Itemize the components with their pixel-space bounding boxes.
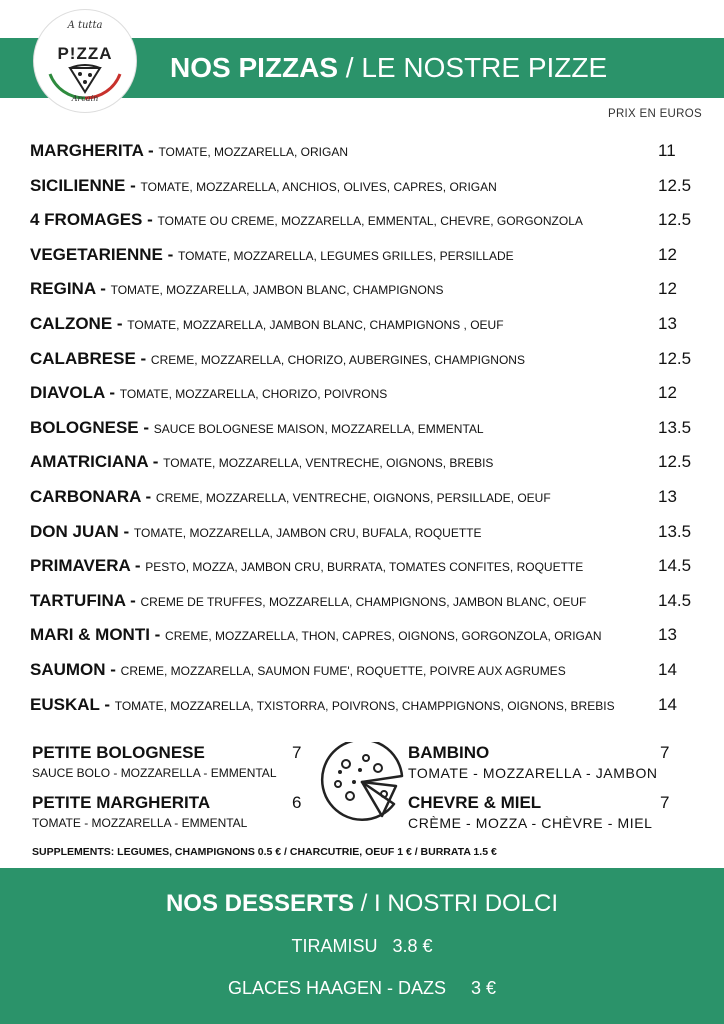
small-pizza-price: 6 [292,793,302,812]
pizza-ingredients: PESTO, MOZZA, JAMBON CRU, BURRATA, TOMATES CONFITES, ROQUETTE [145,560,584,575]
pizza-item [30,692,698,727]
pizza-name: TARTUFINA [30,590,126,610]
small-pizza-item [32,792,307,832]
pizza-price: 14.5 [658,590,692,610]
pizza-name: DON JUAN [30,521,119,541]
dessert-name: GLACES HAAGEN - DAZS [227,978,446,998]
small-pizza-price: 7 [660,793,670,812]
pizza-ingredients: TOMATE, MOZZARELLA, TXISTORRA, POIVRONS, CHAMPPIGNONS, OIGNONS, BREBIS [114,698,615,713]
pizza-ingredients: TOMATE, MOZZARELLA, ORIGAN [158,145,349,159]
title-italian: LE NOSTRE PIZZE [361,52,608,83]
pizza-price: 13.5 [658,417,692,437]
small-pizza-ingredients: TOMATE - MOZZARELLA - JAMBON [408,765,658,781]
small-pizza-name: BAMBINO [408,743,490,762]
pizza-separator: - [104,383,120,403]
small-pizza-ingredients: SAUCE BOLO - MOZZARELLA - EMMENTAL [32,766,277,780]
pizza-item [30,138,698,173]
pizza-ingredients: TOMATE, MOZZARELLA, JAMBON CRU, BUFALA, ROQUETTE [133,525,482,540]
pizza-ingredients: CREME, MOZZARELLA, SAUMON FUME', ROQUETTE, POIVRE AUX AGRUMES [120,663,566,678]
pizza-price: 12.5 [658,210,692,230]
small-pizza-price: 7 [660,743,670,762]
pizza-ingredients: TOMATE, MOZZARELLA, CHORIZO, POIVRONS [119,387,388,402]
pizza-price: 11 [658,141,676,160]
pizza-separator: - [99,694,115,714]
pizza-icon [316,742,408,822]
pizza-name: CARBONARA [30,486,141,506]
desserts-title-french: NOS DESSERTS [165,890,354,917]
pizza-ingredients: CREME DE TRUFFES, MOZZARELLA, CHAMPIGNONS, JAMBON BLANC, OEUF [140,594,587,609]
small-pizza-name: CHEVRE & MIEL [408,793,542,812]
pizza-item [30,380,698,415]
pizza-name: 4 FROMAGES [30,210,143,230]
dessert-price: 3 € [471,978,497,998]
dessert-item [0,936,724,957]
pizza-name: MARI & MONTI [30,625,150,645]
title-french: NOS PIZZAS [170,52,339,83]
pizza-price: 13.5 [658,521,692,541]
pizza-name: EUSKAL [30,694,100,714]
pizza-price: 12 [658,244,677,264]
page-title [170,48,607,88]
pizza-name: DIAVOLA [30,383,105,403]
pizza-price: 14 [658,694,677,714]
pizza-name: CALZONE [30,313,113,333]
pizza-name: PRIMAVERA [30,556,131,576]
pizza-item [30,484,698,519]
pizza-separator: - [142,210,158,230]
pizza-name: VEGETARIENNE [30,244,163,264]
pizza-name: MARGHERITA [30,141,144,160]
pizza-ingredients: CREME, MOZZARELLA, THON, CAPRES, OIGNONS, GORGONZOLA, ORIGAN [165,629,602,644]
pizza-item [30,276,698,311]
pizza-price: 12 [658,279,677,299]
small-pizza-item [408,742,683,782]
desserts-divider: / [354,890,375,917]
pizza-item [30,242,698,277]
pizza-ingredients: CREME, MOZZARELLA, VENTRECHE, OIGNONS, PERSILLADE, OEUF [155,490,551,505]
small-pizza-name: PETITE BOLOGNESE [32,743,205,762]
pizza-price: 13 [658,486,677,506]
desserts-title-italian: I NOSTRI DOLCI [374,890,559,917]
pizza-ingredients: TOMATE, MOZZARELLA, LEGUMES GRILLES, PERSILLADE [177,248,514,263]
pizza-list [30,138,698,726]
pizza-price: 13 [658,313,677,333]
pizza-separator: - [149,625,166,645]
pizza-name: SAUMON [30,659,106,679]
desserts-title [0,890,724,918]
small-pizzas-section [32,742,682,842]
dessert-item [0,978,724,999]
small-pizza-price: 7 [292,743,302,762]
pizza-ingredients: TOMATE, MOZZARELLA, JAMBON BLANC, CHAMPIGNONS , OEUF [127,317,504,332]
pizza-name: REGINA [30,279,96,299]
pizza-item [30,588,698,623]
supplements-note: SUPPLEMENTS: LEGUMES, CHAMPIGNONS 0.5 € / CHARCUTRIE, OEUF 1 € / BURRATA 1.5 € [32,846,497,858]
pizza-separator: - [95,279,111,299]
pizza-separator: - [140,486,156,506]
pizza-separator: - [105,659,121,679]
pizza-ingredients: TOMATE, MOZZARELLA, ANCHIOS, OLIVES, CAPRES, ORIGAN [140,179,497,194]
pizza-item [30,449,698,484]
small-pizza-item [408,792,683,832]
pizza-separator: - [118,521,134,541]
pizza-separator: - [143,141,159,160]
pizza-separator: - [125,175,141,195]
dessert-price: 3.8 € [392,936,433,956]
pizza-ingredients: SAUCE BOLOGNESE MAISON, MOZZARELLA, EMMENTAL [153,421,484,436]
pizza-item [30,553,698,588]
logo-tagline-top: A tutta [67,20,103,31]
title-divider: / [338,52,362,83]
small-pizza-name: PETITE MARGHERITA [32,793,211,812]
dessert-name: TIRAMISU [291,936,378,956]
small-pizza-ingredients: CRÈME - MOZZA - CHÈVRE - MIEL [408,815,653,831]
pizza-name: BOLOGNESE [30,417,139,437]
logo-tagline-bottom: Arcain [71,94,99,103]
small-pizza-item [32,742,307,782]
price-currency-note: PRIX EN EUROS [607,108,702,120]
pizza-name: SICILIENNE [30,175,126,195]
desserts-section [0,868,724,1024]
pizza-price: 12 [658,383,677,403]
pizza-price: 12.5 [658,348,692,368]
pizza-item [30,415,698,450]
pizza-ingredients: CREME, MOZZARELLA, CHORIZO, AUBERGINES, CHAMPIGNONS [150,352,525,367]
pizza-ingredients: TOMATE, MOZZARELLA, JAMBON BLANC, CHAMPIGNONS [110,283,444,298]
pizza-item [30,657,698,692]
pizza-item [30,346,698,381]
pizza-name: CALABRESE [30,348,136,368]
pizza-name: AMATRICIANA [30,452,149,472]
pizza-separator: - [148,452,164,472]
restaurant-logo [34,10,136,112]
pizza-separator: - [135,348,151,368]
pizza-separator: - [138,417,154,437]
logo-wordmark: P!ZZA [57,44,113,63]
pizza-separator: - [162,244,178,264]
pizza-item [30,311,698,346]
pizza-price: 13 [658,625,677,645]
pizza-price: 12.5 [658,452,692,472]
pizza-ingredients: TOMATE, MOZZARELLA, VENTRECHE, OIGNONS, BREBIS [163,456,494,471]
pizza-ingredients: TOMATE OU CREME, MOZZARELLA, EMMENTAL, CHEVRE, GORGONZOLA [157,214,583,229]
small-pizza-ingredients: TOMATE - MOZZARELLA - EMMENTAL [32,816,248,830]
pizza-item [30,622,698,657]
pizza-separator: - [130,556,146,576]
pizza-separator: - [125,590,141,610]
pizza-price: 14 [658,659,677,679]
pizza-separator: - [112,313,128,333]
pizza-item [30,207,698,242]
pizza-price: 14.5 [658,556,692,576]
pizza-price: 12.5 [658,175,692,195]
pizza-item [30,173,698,208]
pizza-item [30,519,698,554]
